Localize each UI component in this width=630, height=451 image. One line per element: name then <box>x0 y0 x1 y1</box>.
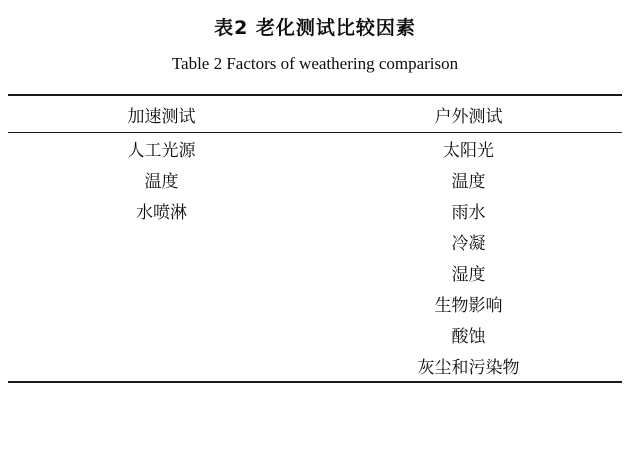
table-caption-chinese: 表2 老化测试比较因素 <box>214 17 416 39</box>
table-header-row <box>8 95 622 133</box>
cell-outdoor: 雨水 <box>451 203 486 223</box>
column-header-accelerated: 加速测试 <box>127 106 196 127</box>
cell-accelerated: 水喷淋 <box>136 203 187 223</box>
cell-outdoor: 生物影响 <box>434 296 503 316</box>
cell-outdoor: 太阳光 <box>443 141 494 161</box>
table-header <box>8 95 622 133</box>
cell-outdoor: 灰尘和污染物 <box>417 358 520 378</box>
cell-outdoor: 湿度 <box>451 265 486 285</box>
table-row <box>8 133 622 165</box>
table-row <box>8 257 622 288</box>
table-row <box>8 288 622 319</box>
table-row <box>8 226 622 257</box>
table-caption-english: Table 2 Factors of weathering comparison <box>171 54 459 73</box>
cell-accelerated: 人工光源 <box>127 141 196 161</box>
cell-outdoor: 冷凝 <box>451 234 486 254</box>
table-body <box>8 133 622 383</box>
cell-outdoor: 温度 <box>451 172 486 192</box>
column-header-outdoor: 户外测试 <box>434 106 503 127</box>
table-row <box>8 350 622 382</box>
document-page <box>0 13 630 451</box>
table-container <box>8 94 622 383</box>
cell-outdoor: 酸蚀 <box>451 327 486 347</box>
table-row <box>8 319 622 350</box>
cell-accelerated: 温度 <box>144 172 179 192</box>
table-row <box>8 164 622 195</box>
comparison-table <box>8 94 622 383</box>
table-row <box>8 195 622 226</box>
